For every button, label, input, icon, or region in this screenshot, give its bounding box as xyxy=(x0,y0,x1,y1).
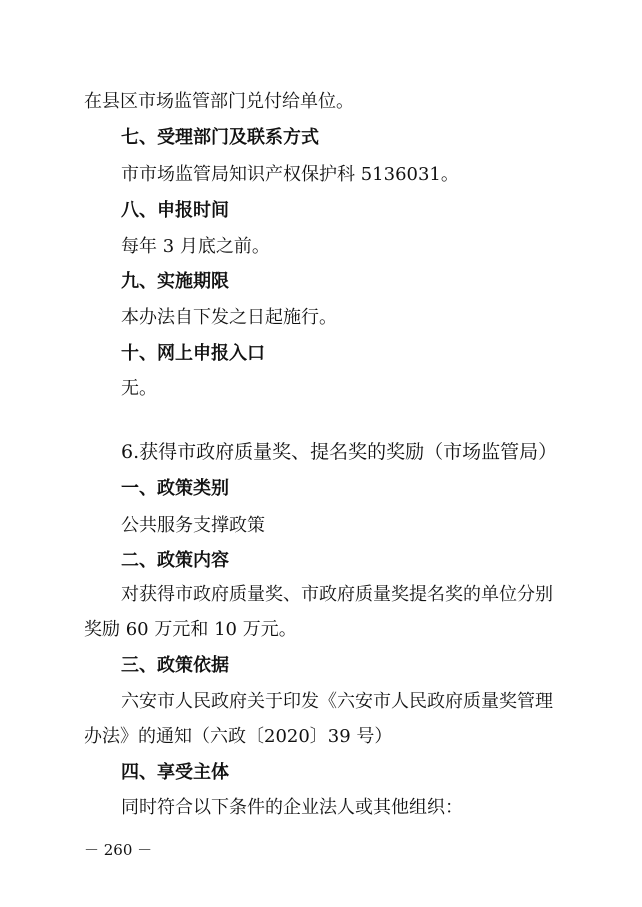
page-number: － 260 － xyxy=(84,841,153,859)
body-text: 市市场监管局知识产权保护科 5136031。 xyxy=(121,164,459,185)
body-text: 本办法自下发之日起施行。 xyxy=(121,307,337,328)
section-heading: 八、申报时间 xyxy=(121,200,229,221)
section-heading: 四、享受主体 xyxy=(121,762,229,783)
body-text: 公共服务支撑政策 xyxy=(121,515,265,536)
body-text: 每年 3 月底之前。 xyxy=(121,236,270,257)
section-heading: 九、实施期限 xyxy=(121,271,229,292)
section-heading: 十、网上申报入口 xyxy=(121,343,265,364)
body-text: 在县区市场监管部门兑付给单位。 xyxy=(84,91,354,112)
body-text: 无。 xyxy=(121,378,157,399)
body-text: 对获得市政府质量奖、市政府质量奖提名奖的单位分别 xyxy=(121,584,553,605)
section-heading: 七、受理部门及联系方式 xyxy=(121,127,319,148)
body-text: 办法》的通知（六政〔2020〕39 号） xyxy=(84,726,393,747)
body-text: 奖励 60 万元和 10 万元。 xyxy=(84,619,297,640)
body-text: 六安市人民政府关于印发《六安市人民政府质量奖管理 xyxy=(121,691,553,712)
section-heading: 一、政策类别 xyxy=(121,478,229,499)
section-heading: 三、政策依据 xyxy=(121,655,229,676)
body-text: 同时符合以下条件的企业法人或其他组织： xyxy=(121,797,463,818)
section-heading: 二、政策内容 xyxy=(121,550,229,571)
item-title: 6.获得市政府质量奖、提名奖的奖励（市场监管局） xyxy=(121,441,558,463)
